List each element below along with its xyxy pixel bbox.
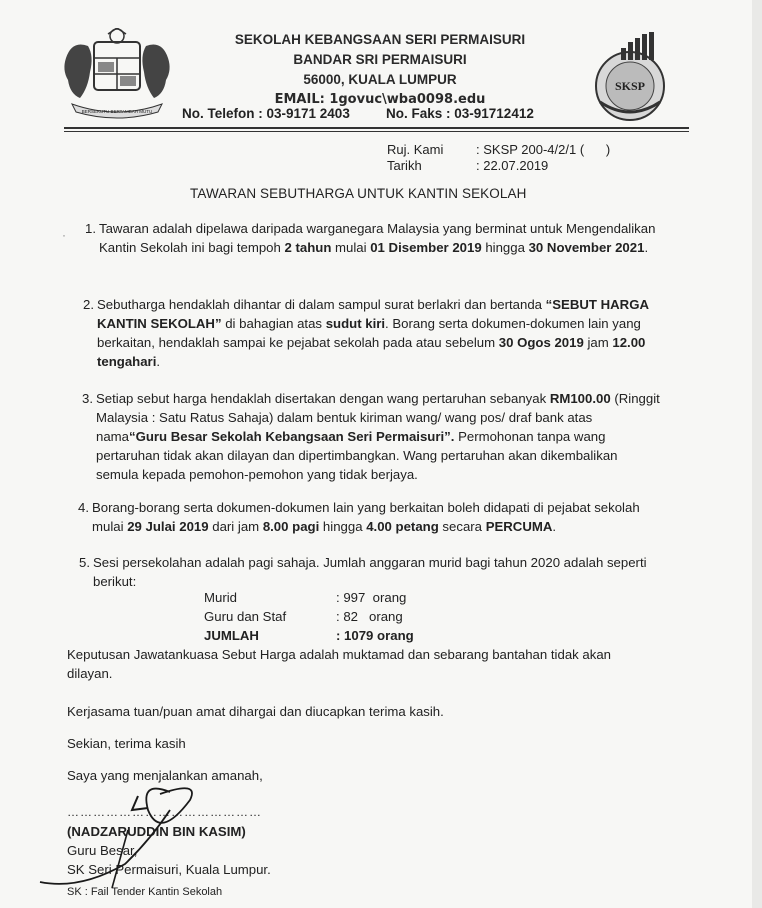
item-text: Borang-borang serta dokumen-dokumen lain yang berkaitan boleh didapati di pejabat sekolah mulai (92, 500, 640, 534)
item-bold: RM100.00 (549, 391, 611, 406)
item-bold: 01 Disember 2019 (370, 240, 482, 255)
page-edge (752, 0, 762, 908)
item-1 (85, 219, 659, 257)
date-label: Tarikh (387, 158, 422, 173)
letterhead (180, 30, 580, 110)
row-value: : 997 orang (336, 590, 407, 605)
row-label: JUMLAH (204, 628, 259, 643)
item-text: Permohonan tanpa wang pertaruhan tidak akan dilayan dan dipertimbangkan. Wang pertaruhan akan dikembalikan semula kepada pemohon-pemohon yang tidak berjaya. (96, 429, 618, 482)
decision-text: Keputusan Jawatankuasa Sebut Harga adalah muktamad dan sebarang bantahan tidak akan dilayan. (67, 647, 612, 681)
signatory-role: Guru Besar, (67, 843, 138, 858)
item-text: . (156, 354, 161, 369)
date-value: : 22.07.2019 (476, 158, 549, 173)
table-row-total (204, 626, 414, 645)
item-number: 4. (78, 500, 89, 515)
item-bold: 4.00 petang (366, 519, 439, 534)
school-area: BANDAR SRI PERMAISURI (293, 52, 467, 67)
table-row (204, 607, 414, 626)
item-text: Sesi persekolahan adalah pagi sahaja. Jumlah anggaran murid bagi tahun 2020 adalah seperti berikut: (93, 555, 647, 589)
item-text: Sebutharga hendaklah dihantar di dalam sampul surat berlakri dan bertanda (97, 297, 546, 312)
item-bold: 12.00 tengahari (97, 335, 646, 369)
item-text: . Borang serta dokumen-dokumen lain yang berkaitan, hendaklah sampai ke pejabat sekolah pada atau sebelum (97, 316, 641, 350)
phone-number: No. Telefon : 03-9171 2403 (182, 106, 350, 121)
thanks-text: Kerjasama tuan/puan amat dihargai dan diucapkan terima kasih. (67, 704, 444, 719)
svg-text:SKSP: SKSP (614, 79, 646, 93)
svg-text:BERSEKUTU BERTAMBAH MUTU: BERSEKUTU BERTAMBAH MUTU (81, 109, 153, 114)
item-bold: “SEBUT HARGA KANTIN SEKOLAH” (97, 297, 649, 331)
item-bold: “Guru Besar Sekolah Kebangsaan Seri Permaisuri”. (129, 429, 455, 444)
item-bold: 2 tahun (284, 240, 332, 255)
header-divider (64, 127, 689, 129)
row-value: : 1079 orang (336, 628, 414, 643)
item-bold: 30 November 2021 (528, 240, 645, 255)
cc-note: SK : Fail Tender Kantin Sekolah (67, 886, 223, 898)
ref-value: : SKSP 200-4/2/1 ( ) (476, 142, 611, 157)
school-postcode: 56000, KUALA LUMPUR (303, 72, 457, 87)
header-divider-thin (64, 131, 689, 132)
item-text: (Ringgit Malaysia : Satu Ratus Sahaja) dalam bentuk kiriman wang/ wang pos/ draf bank atas nama (96, 391, 660, 444)
contact-row (182, 106, 602, 121)
item-text: hingga (319, 519, 367, 534)
fax-number: No. Faks : 03-91712412 (386, 106, 534, 121)
item-text: mulai (331, 240, 371, 255)
item-text: hingga (481, 240, 529, 255)
row-label: Murid (204, 590, 237, 605)
handwritten-signature (20, 770, 260, 890)
amanah-text: Saya yang menjalankan amanah, (67, 768, 263, 783)
school-email: EMAIL: 1govuc\wba0098.edu (274, 92, 486, 107)
item-4 (78, 498, 660, 536)
item-text: secara (438, 519, 486, 534)
item-5 (79, 553, 655, 591)
item-number: 1. (85, 221, 96, 236)
school-name: SEKOLAH KEBANGSAAN SERI PERMAISURI (234, 32, 526, 47)
item-text: Tawaran adalah dipelawa daripada warganegara Malaysia yang berminat untuk Mengendalikan Kantin Sekolah ini bagi tempoh (99, 221, 656, 255)
malaysia-crest-logo (58, 28, 176, 120)
item-bold: 29 Julai 2019 (127, 519, 209, 534)
letter-title: TAWARAN SEBUTHARGA UNTUK KANTIN SEKOLAH (190, 186, 527, 201)
enrolment-table (204, 588, 414, 645)
item-3 (82, 389, 662, 484)
item-text: . (644, 240, 649, 255)
signatory-name: (NADZARUDDIN BIN KASIM) (67, 824, 246, 839)
closing-text: Sekian, terima kasih (67, 736, 186, 751)
reference-block (387, 142, 610, 174)
item-text: di bahagian atas (221, 316, 326, 331)
item-bold: PERCUMA (485, 519, 553, 534)
item-bold: sudut kiri (325, 316, 386, 331)
item-bold: 8.00 pagi (262, 519, 320, 534)
item-2 (83, 295, 659, 371)
item-number: 2. (83, 297, 94, 312)
row-label: Guru dan Staf (204, 609, 287, 624)
ref-label: Ruj. Kami (387, 142, 444, 157)
signatory-school: SK Seri Permaisuri, Kuala Lumpur. (67, 862, 271, 877)
item-text: dari jam (208, 519, 263, 534)
item-bold: 30 Ogos 2019 (498, 335, 584, 350)
signature-line: ……………………………………… (67, 805, 262, 819)
item-text: jam (583, 335, 613, 350)
item-number: 5. (79, 555, 90, 570)
table-row (204, 588, 414, 607)
row-value: : 82 orang (336, 609, 403, 624)
item-text: . (552, 519, 557, 534)
item-number: 3. (82, 391, 93, 406)
item-text: Setiap sebut harga hendaklah disertakan dengan wang pertaruhan sebanyak (96, 391, 550, 406)
scan-speck: · (62, 228, 66, 242)
